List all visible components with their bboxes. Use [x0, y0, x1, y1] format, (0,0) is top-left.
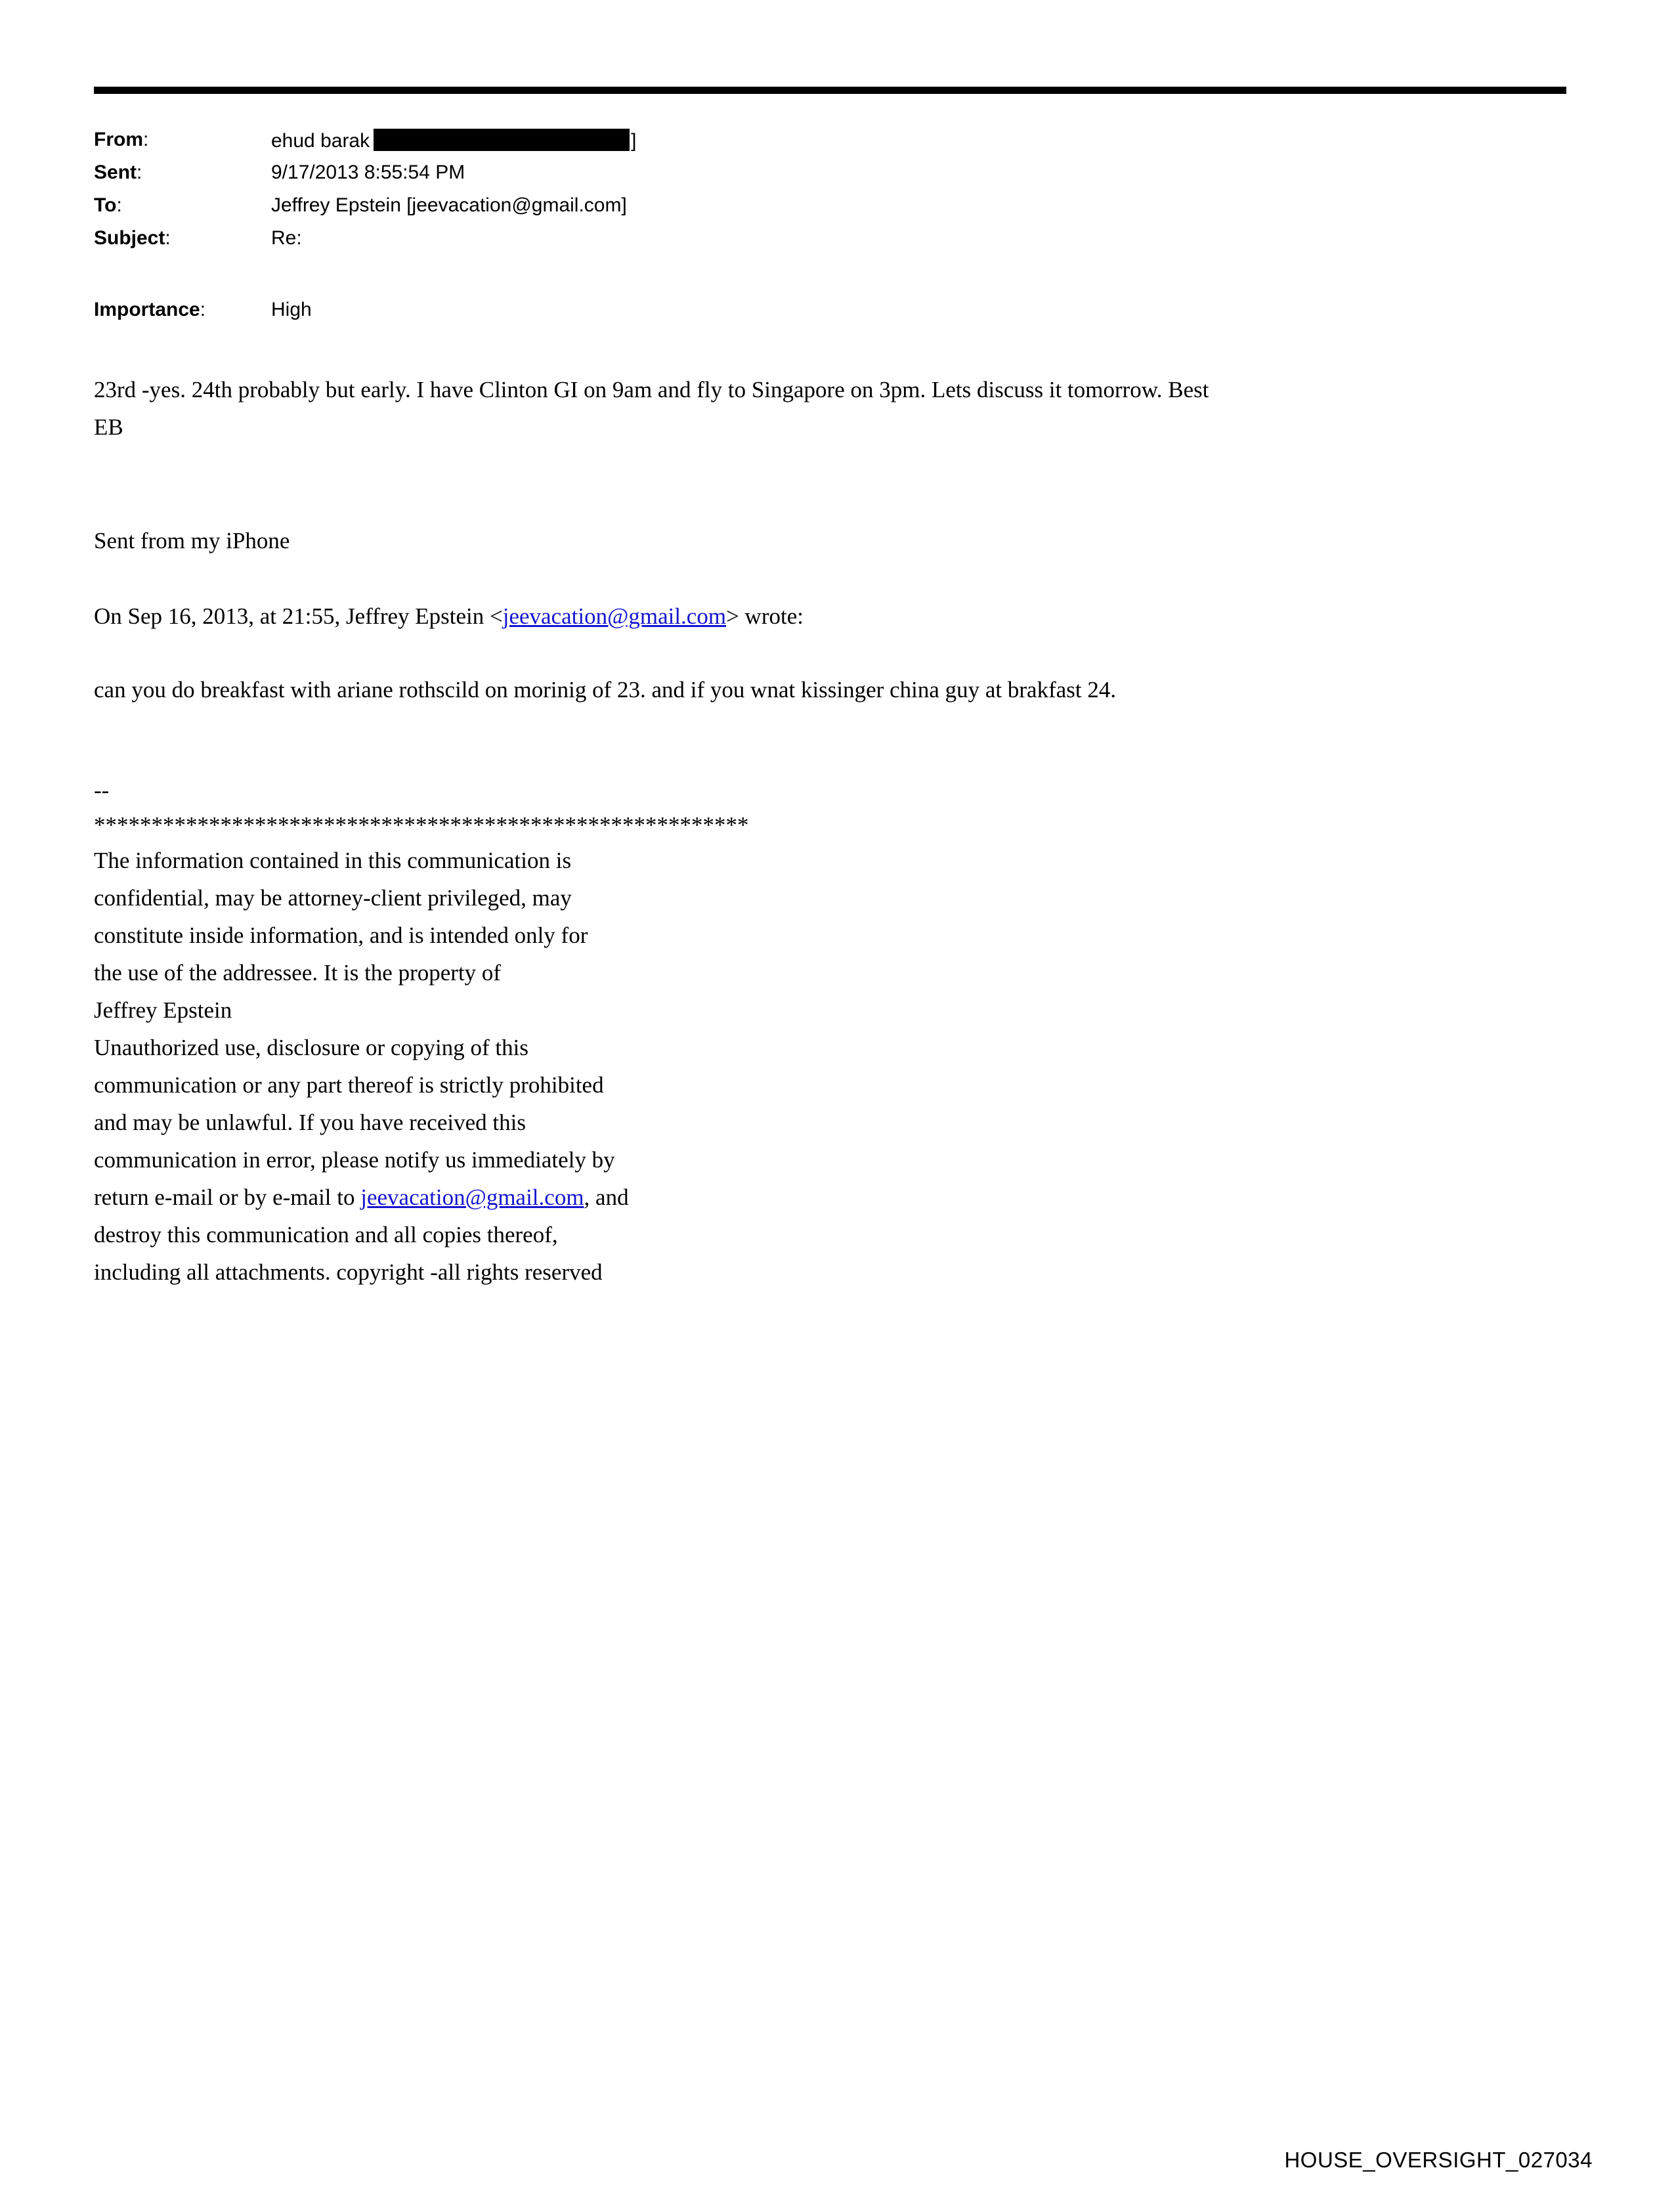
message-signature: EB — [94, 414, 123, 440]
header-label-from-text: From — [94, 129, 143, 150]
header-value-from-trailing: ] — [631, 130, 637, 152]
header-row-from — [94, 129, 1566, 162]
disclaimer-line: and may be unlawful. If you have received this — [94, 1110, 526, 1135]
header-row-importance — [94, 299, 312, 321]
disclaimer-line: the use of the addressee. It is the property of — [94, 960, 502, 986]
quoted-message-text: can you do breakfast with ariane rothscild on morinig of 23. and if you wnat kissinger china guy at brakfast 24. — [94, 677, 1117, 703]
message-paragraph: 23rd -yes. 24th probably but early. I have Clinton GI on 9am and fly to Singapore on 3pm. Lets discuss it tomorrow. Best — [94, 377, 1209, 402]
header-label-to-text: To — [94, 194, 117, 216]
message-body — [94, 371, 1525, 446]
header-label-subject: Subject: — [94, 227, 171, 249]
disclaimer-return-line — [94, 1179, 1210, 1216]
quote-intro-suffix: > wrote: — [726, 603, 804, 629]
quote-intro-line — [94, 597, 1525, 635]
disclaimer-line: communication or any part thereof is strictly prohibited — [94, 1072, 604, 1098]
header-row-subject — [94, 227, 1566, 260]
disclaimer-line: including all attachments. copyright -all rights reserved — [94, 1259, 603, 1285]
redaction-bar-icon — [374, 129, 630, 151]
header-label-to: To: — [94, 194, 122, 216]
header-label-from: From: — [94, 129, 149, 150]
confidentiality-disclaimer — [94, 771, 1210, 1291]
header-value-from-text: ehud barak — [271, 130, 370, 152]
header-value-from — [271, 129, 636, 152]
header-label-importance-text: Importance — [94, 299, 200, 320]
header-row-to — [94, 194, 1566, 227]
disclaimer-line: destroy this communication and all copies thereof, — [94, 1222, 558, 1247]
disclaimer-line: confidential, may be attorney-client privileged, may — [94, 885, 572, 911]
email-link-disclaimer[interactable]: jeevacation@gmail.com — [360, 1184, 584, 1210]
disclaimer-line: communication in error, please notify us immediately by — [94, 1147, 615, 1173]
sent-from-line: Sent from my iPhone — [94, 528, 290, 553]
header-value-importance: High — [271, 299, 312, 320]
header-label-sent-text: Sent — [94, 162, 137, 183]
quote-intro-prefix: On Sep 16, 2013, at 21:55, Jeffrey Epstein < — [94, 603, 503, 629]
disclaimer-return-suffix: , and — [584, 1184, 629, 1210]
bates-stamp: HOUSE_OVERSIGHT_027034 — [1284, 2148, 1593, 2172]
header-label-subject-text: Subject — [94, 227, 165, 249]
header-value-subject: Re: — [271, 227, 302, 249]
header-label-sent: Sent: — [94, 162, 142, 183]
header-divider-rule — [94, 87, 1566, 94]
disclaimer-line: constitute inside information, and is intended only for — [94, 922, 588, 948]
header-label-importance: Importance: — [94, 299, 206, 320]
disclaimer-dashes: -- — [94, 777, 110, 803]
email-header-block — [94, 129, 1566, 260]
disclaimer-line: Unauthorized use, disclosure or copying of this — [94, 1035, 528, 1060]
email-link-quote-intro[interactable]: jeevacation@gmail.com — [502, 603, 727, 629]
header-value-sent: 9/17/2013 8:55:54 PM — [271, 162, 465, 183]
disclaimer-star-separator: ********************************************************* — [94, 812, 749, 838]
disclaimer-line: Jeffrey Epstein — [94, 997, 232, 1023]
header-row-sent — [94, 162, 1566, 194]
disclaimer-line: The information contained in this communication is — [94, 848, 572, 873]
disclaimer-return-prefix: return e-mail or by e-mail to — [94, 1184, 361, 1210]
header-value-to: Jeffrey Epstein [jeevacation@gmail.com] — [271, 194, 627, 216]
